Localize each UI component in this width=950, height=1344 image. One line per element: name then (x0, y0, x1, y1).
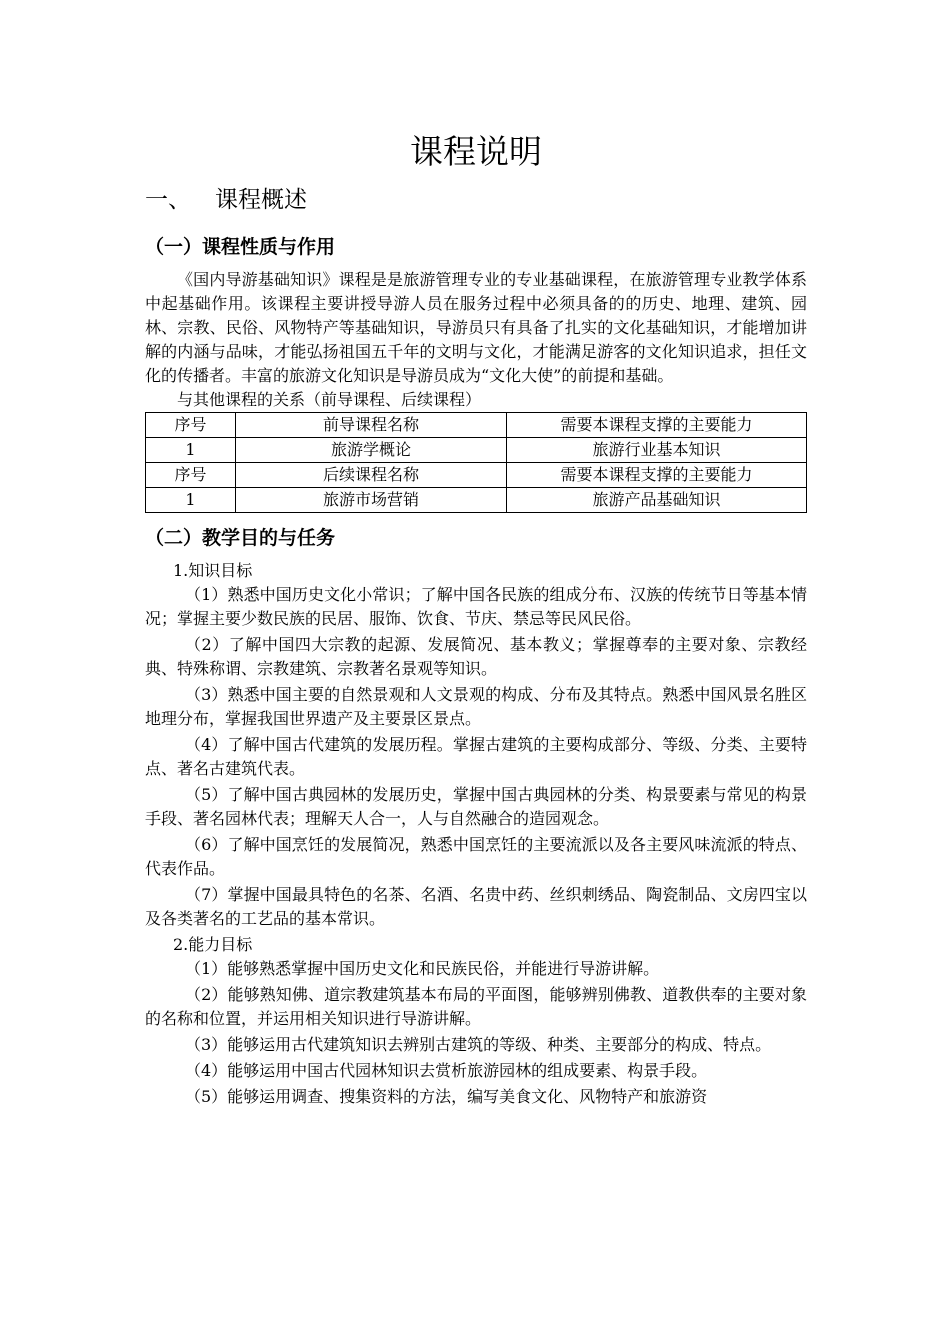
list-item: （4）了解中国古代建筑的发展历程。掌握古建筑的主要构成部分、等级、分类、主要特点、著名古建筑代表。 (145, 735, 807, 778)
table-row (146, 438, 807, 463)
table-cell: 旅游产品基础知识 (507, 488, 807, 513)
course-relation-table (145, 412, 807, 513)
subsection-heading-goals: （二）教学目的与任务 (145, 527, 336, 549)
subsection-heading-nature: （一）课程性质与作用 (145, 236, 336, 258)
page-title: 课程说明 (410, 132, 542, 171)
section-title: 课程概述 (215, 187, 307, 213)
table-cell: 前导课程名称 (236, 413, 507, 438)
table-cell: 旅游行业基本知识 (507, 438, 807, 463)
page-content (145, 128, 807, 1111)
table-cell: 后续课程名称 (236, 463, 507, 488)
list-item: （6）了解中国烹饪的发展简况，熟悉中国烹饪的主要流派以及各主要风味流派的特点、代表作品。 (145, 835, 807, 878)
relation-label: 与其他课程的关系（前导课程、后续课程） (177, 390, 482, 409)
table-row (146, 463, 807, 488)
table-row (146, 488, 807, 513)
list-item: （3）能够运用古代建筑知识去辨别古建筑的等级、种类、主要部分的构成、特点。 (185, 1035, 772, 1054)
table-row (146, 413, 807, 438)
table-cell: 1 (146, 438, 236, 463)
list-item: （7）掌握中国最具特色的名茶、名酒、名贵中药、丝织刺绣品、陶瓷制品、文房四宝以及各类著名的工艺品的基本常识。 (145, 885, 807, 928)
list-item: （5）了解中国古典园林的发展历史，掌握中国古典园林的分类、构景要素与常见的构景手段、著名园林代表；理解天人合一，人与自然融合的造园观念。 (145, 785, 807, 828)
list-item: （5）能够运用调查、搜集资料的方法，编写美食文化、风物特产和旅游资 (185, 1087, 708, 1106)
list-item: （2）了解中国四大宗教的起源、发展简况、基本教义；掌握尊奉的主要对象、宗教经典、特殊称谓、宗教建筑、宗教著名景观等知识。 (145, 635, 807, 678)
list-item: （4）能够运用中国古代园林知识去赏析旅游园林的组成要素、构景手段。 (185, 1061, 708, 1080)
section-heading (145, 182, 807, 218)
knowledge-goal-label: 1.知识目标 (173, 561, 253, 580)
table-cell: 序号 (146, 463, 236, 488)
nature-paragraph: 《国内导游基础知识》课程是是旅游管理专业的专业基础课程，在旅游管理专业教学体系中起基础作用。该课程主要讲授导游人员在服务过程中必须具备的的历史、地理、建筑、园林、宗教、民俗、风物特产等基础知识，导游员只有具备了扎实的文化基础知识，才能增加讲解的内涵与品味，才能弘扬祖国五千年的文明与文化，才能满足游客的文化知识追求，担任文化的传播者。丰富的旅游文化知识是导游员成为“文化大使”的前提和基础。 (145, 270, 807, 385)
table-cell: 序号 (146, 413, 236, 438)
list-item: （2）能够熟知佛、道宗教建筑基本布局的平面图，能够辨别佛教、道教供奉的主要对象的名称和位置，并运用相关知识进行导游讲解。 (145, 985, 807, 1028)
ability-goal-label: 2.能力目标 (173, 935, 253, 954)
table-cell: 旅游学概论 (236, 438, 507, 463)
list-item: （1）能够熟悉掌握中国历史文化和民族民俗，并能进行导游讲解。 (185, 959, 660, 978)
list-item: （3）熟悉中国主要的自然景观和人文景观的构成、分布及其特点。熟悉中国风景名胜区地理分布，掌握我国世界遗产及主要景区景点。 (145, 685, 807, 728)
section-number: 一、 (145, 187, 191, 213)
list-item: （1）熟悉中国历史文化小常识；了解中国各民族的组成分布、汉族的传统节日等基本情况；掌握主要少数民族的民居、服饰、饮食、节庆、禁忌等民风民俗。 (145, 585, 807, 628)
table-cell: 旅游市场营销 (236, 488, 507, 513)
table-cell: 需要本课程支撑的主要能力 (507, 413, 807, 438)
table-cell: 需要本课程支撑的主要能力 (507, 463, 807, 488)
table-cell: 1 (146, 488, 236, 513)
